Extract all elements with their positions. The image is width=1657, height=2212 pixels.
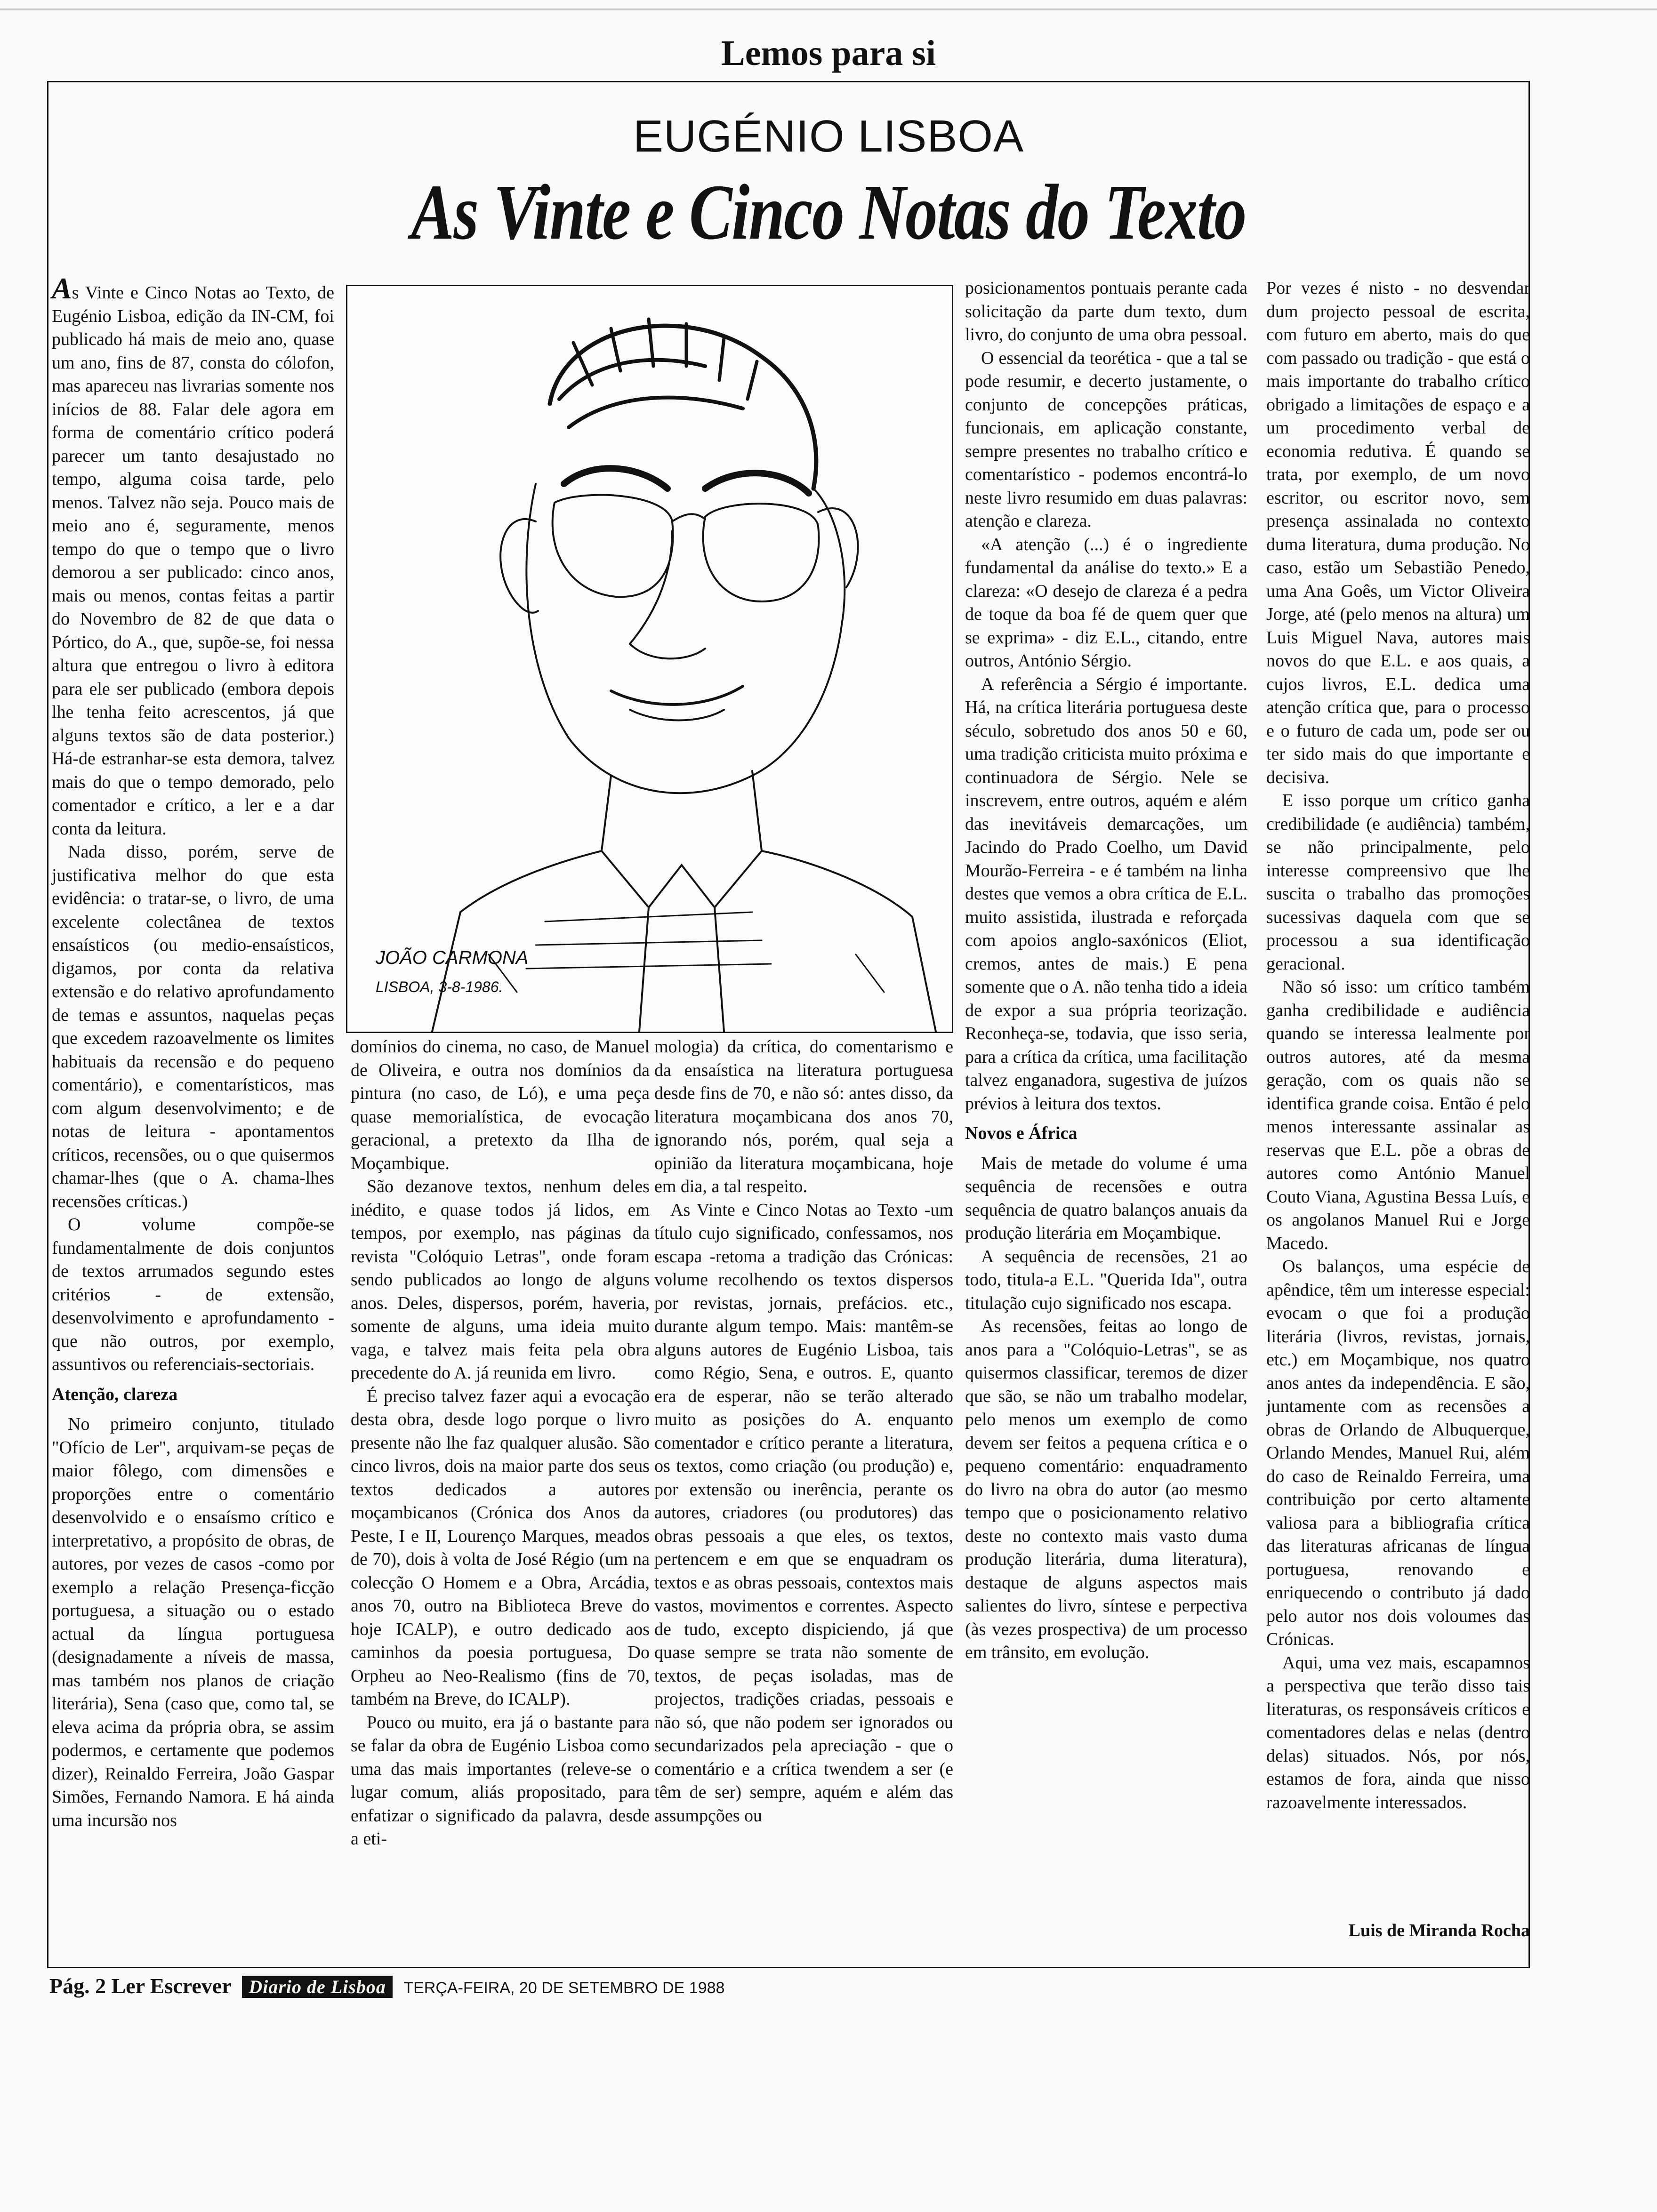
- article-column-1: [52, 272, 334, 1832]
- drop-cap: A: [52, 272, 72, 305]
- paragraph: O volume compõe-se fundamentalmente de dois conjuntos de textos arrumados segundo estes critérios - de extensão, desenvolvimento e aprofundamento - que não outros, por exemplo, assuntivos ou referenciais-sectoriais.: [52, 1215, 334, 1374]
- paragraph: «A atenção (...) é o ingrediente fundamental da análise do texto.» E a clareza: «O desejo de clareza é a pedra de toque da boa fé de quem quer que se exprima» - diz E.L., citando, entre outros, António Sérgio.: [965, 534, 1247, 671]
- paragraph: domínios do cinema, no caso, de Manuel de Oliveira, e outra nos domínios da pintura (no caso, de Ló), e uma peça quase memorialística, de evocação geracional, a pretexto da Ilha de Moçambique.: [351, 1037, 650, 1173]
- paragraph: A sequência de recensões, 21 ao todo, titula-a E.L. "Querida Ida", outra titulação cujo significado nos escapa.: [965, 1246, 1247, 1313]
- article-title: As Vinte e Cinco Notas do Texto: [411, 168, 1246, 256]
- paragraph: Não só isso: um crítico também ganha credibilidade e audiência quando se interessa lealmente por outros autores, até da mesma geração, com os quais não se identifica grande coisa. Então é pelo menos interessante assinalar as reservas que E.L. põe a obras de autores como António Manuel Couto Viana, Agustina Bessa Luís, e os angolanos Manuel Rui e Jorge Macedo.: [1266, 977, 1530, 1253]
- lead-paragraph: [52, 272, 334, 841]
- paragraph: No primeiro conjunto, titulado "Ofício de Ler", arquivam-se peças de maior fôlego, com dimensões e proporções entre o comentário desenvolvido e o ensaísmo crítico e interpretativo, a propósito de obras, de autores, por vezes de casos -como por exemplo a relação Presença-ficção portuguesa, a situação ou o estado actual da língua portuguesa (designadamente a níveis de massa, mas também nos planos de criação literária), Sena (caso que, como tal, se eleva acima da própria obra, se assim podermos, e certamente que podemos dizer), Reinaldo Ferreira, João Gaspar Simões, Fernando Namora. E há ainda uma incursão nos: [52, 1414, 334, 1830]
- issue-date: TERÇA-FEIRA, 20 DE SETEMBRO DE 1988: [403, 1979, 725, 1997]
- byline-container: [1266, 1920, 1530, 1941]
- top-rule: [0, 8, 1657, 10]
- illustration-date: LISBOA, 3-8-1986.: [376, 978, 503, 995]
- paragraph: Os balanços, uma espécie de apêndice, têm um interesse especial: evocam o que foi a produção literária (livros, revistas, jornais, etc.) em Moçambique, nos quatro anos antes da independência. E são, juntamente com as recensões a obras de Orlando de Albuquerque, Orlando Mendes, Manuel Rui, além do caso de Reinaldo Ferreira, uma contribuição por certo altamente valiosa para a bibliografia crítica das literaturas africanas de língua portuguesa, renovando e enriquecendo o contributo já dado pelo autor nos dois voloumes das Crónicas.: [1266, 1257, 1530, 1649]
- caricature-drawing: [347, 286, 952, 1032]
- paragraph: A referência a Sérgio é importante. Há, na crítica literária portuguesa deste século, sobretudo dos anos 50 e 60, uma tradição criticista muito próxima e continuadora de Sérgio. Nele se inscrevem, entre outros, aquém e além das inevitáveis demarcações, um Jacindo do Prado Coelho, um David Mourão-Ferreira - e é também na linha destes que vemos a obra crítica de E.L. muito assistida, ilustrada e reforçada com apoios anglo-saxónicos (Eliot, cremos, antes de mais.) E pena somente que o A. não tenha tido a ideia de expor a sua própria teorização. Reconheça-se, todavia, que isso seria, para a crítica da crítica, uma facilitação talvez enganadora, sugestiva de juízos prévios à leitura dos textos.: [965, 674, 1247, 1114]
- footer-section: Ler Escrever: [111, 1974, 231, 1998]
- article-column-5: [1266, 277, 1530, 1814]
- lead-text: s Vinte e Cinco Notas ao Texto, de Eugénio Lisboa, edição da IN-CM, foi publicado há mais de meio ano, quase um ano, fins de 87, consta do cólofon, mas apareceu nas livrarias somente nos inícios de 88. Falar dele agora em forma de comentário crítico poderá parecer um tanto desajustado no tempo, alguma coisa tarde, pelo menos. Talvez não seja. Pouco mais de meio ano é, seguramente, menos tempo do que o tempo que o livro demorou a ser publicado: cinco anos, mais ou menos, contas feitas a partir do Novembro de 82 de que data o Pórtico, do A., que, supõe-se, foi nessa altura que entregou o livro à editora para ele ser publicado (embora depois lhe tenha feito acrescentos, já que alguns textos são de data posterior.) Há-de estranhar-se esta demora, talvez mais do que o tempo demorado, pelo comentador e crítico, a ler e a dar conta da leitura.: [52, 283, 334, 839]
- paragraph: São dezanove textos, nenhum deles inédito, e quase todos já lidos, em tempos, por exemplo, nas páginas da revista "Colóquio Letras", onde foram sendo publicados ao longo de alguns anos. Deles, dispersos, porém, haveria, somente de alguns, uma ideia muito vaga, e talvez mais feita pela obra precedente do A. já reunida em livro.: [351, 1177, 650, 1383]
- article-column-4: [965, 277, 1247, 1665]
- paragraph: mologia) da crítica, do comentarismo e da ensaística na literatura portuguesa desde fins de 70, e não só: antes disso, da literatura moçambicana dos anos 70, ignorando nós, porém, qual seja a opinião da literatura moçambicana, hoje em dia, a tal respeito.: [654, 1037, 953, 1196]
- paragraph: O essencial da teorética - que a tal se pode resumir, e decerto justamente, o conjunto de concepções práticas, funcionais, em aplicação constante, sempre presentes no trabalho crítico e comentarístico - podemos encontrá-lo neste livro resumido em duas palavras: atenção e clareza.: [965, 348, 1247, 531]
- section-title: Lemos para si: [721, 33, 936, 73]
- author-headline: EUGÉNIO LISBOA: [633, 111, 1024, 161]
- article-column-2: [351, 1035, 650, 1851]
- paragraph: Pouco ou muito, era já o bastante para se falar da obra de Eugénio Lisboa como uma das mais importantes (releve-se o lugar comum, aliás propositado, para enfatizar o significado da palavra, desde a eti-: [351, 1712, 650, 1849]
- article-column-3: [654, 1035, 953, 1827]
- paragraph: E isso porque um crítico ganha credibilidade (e audiência) também, se não principalmente, pelo interesse compreensivo que lhe suscita o trabalho das promoções sucessivas daquela com que se processou a sua identificação geracional.: [1266, 791, 1530, 974]
- subheading: Novos e África: [965, 1123, 1078, 1143]
- paragraph: Por vezes é nisto - no desvendar dum projecto pessoal de escrita, com futuro em aberto, mais do que com passado ou tradição - que está o mais importante do trabalho crítico obrigado a limitações de espaço e a um procedimento verbal de economia redutiva. É quando se trata, por exemplo, de um novo escritor, ou escritor novo, sem presença assinalada no contexto duma literatura, duma produção. No caso, estão um Sebastião Penedo, uma Ana Goês, um Victor Oliveira Jorge, até (pelo menos na altura) um Luis Miguel Nava, autores mais novos do que E.L. e aos quais, a cujos livros, E.L. dedica uma atenção crítica que, para o processo e o futuro de cada um, pode ser ou ter sido mais do que importante e decisiva.: [1266, 278, 1530, 787]
- page-number: Pág. 2: [49, 1974, 106, 1998]
- paragraph: Mais de metade do volume é uma sequência de recensões e outra sequência de quatro balanços anuais da produção literária em Moçambique.: [965, 1153, 1247, 1243]
- byline: Luis de Miranda Rocha: [1348, 1921, 1530, 1940]
- paragraph: As Vinte e Cinco Notas ao Texto -um título cujo significado, confessamos, nos escapa -retoma a tradição das Crónicas: volume recolhendo os textos dispersos por revistas, jornais, prefácios. etc., durante algum tempo. Mais: mantêm-se alguns autores de Eugénio Lisboa, tais como Régio, Sena, e outros. E, quanto era de esperar, não se terão alterado muito as posições do A. enquanto comentador e crítico perante a literatura, os textos, como criação (ou produção) e, por extensão ou inerência, perante os autores, criadores (ou produtores) das obras pessoais a que eles, os textos, pertencem e em que se enquadram os textos e as obras pessoais, contextos mais vastos, movimentos e correntes. Aspecto de tudo, excepto dispiciendo, já que quase sempre se trata não somente de textos, de peças isoladas, mas de projectos, tradições criadas, pessoais e não só, que não podem ser ignorados ou secundarizados pela apreciação - que o comentário e a crítica twendem a ser (e têm de ser) sempre, aquém e além das assumpções ou: [654, 1200, 953, 1826]
- page-footer: [49, 1973, 724, 1998]
- paragraph: Aqui, uma vez mais, escapamnos a perspectiva que terão disso tais literaturas, os responsáveis críticos e comentadores delas e nelas (dentro delas) situados. Nós, por nós, estamos de fora, ainda que nisso razoavelmente interessados.: [1266, 1652, 1530, 1812]
- paragraph: Nada disso, porém, serve de justificativa melhor do que esta evidência: o tratar-se, o livro, de uma excelente colectânea de textos ensaísticos (ou medio-ensaísticos, digamos, por conta da relativa extensão e do relativo aprofundamento de temas e assuntos, naquelas peças que excedem razoavelmente os limites habituais da recensão e do pequeno comentário), e comentarísticos, mas com algum desenvolvimento; e de notas de leitura - apontamentos críticos, recensões, ou o que quisermos chamar-lhes (que o A. chama-lhes recensões críticas.): [52, 842, 334, 1211]
- subheading: Atenção, clareza: [52, 1384, 178, 1404]
- illustration-signature: JOÃO CARMONA: [376, 947, 529, 968]
- paragraph: As recensões, feitas ao longo de anos para a "Colóquio-Letras", se as quisermos classificar, teremos de dizer que são, se não um trabalho modelar, pelo menos um exemplo de como devem ser feitos a pequena crítica e o pequeno comentário: enquadramento do livro na obra do autor (ao mesmo tempo que o posicionamento relativo deste no contexto mais vasto duma produção literária, duma literatura), destaque de alguns aspectos mais salientes do livro, síntese e perpectiva (às vezes prospectiva) de um processo em trânsito, em evolução.: [965, 1316, 1247, 1662]
- paragraph: É preciso talvez fazer aqui a evocação desta obra, desde logo porque o livro presente não lhe faz qualquer alusão. São cinco livros, dois na maior parte dos seus textos dedicados a autores moçambicanos (Crónica dos Anos da Peste, I e II, Lourenço Marques, meados de 70), dois à volta de José Régio (um na colecção O Homem e a Obra, Arcádia, anos 70, outro na Biblioteca Breve do hoje ICALP), e outro dedicado aos caminhos da poesia portuguesa, Do Orpheu ao Neo-Realismo (fins de 70, também na Breve, do ICALP).: [351, 1386, 650, 1709]
- newspaper-logo: Diario de Lisboa: [242, 1976, 393, 1998]
- paragraph: posicionamentos pontuais perante cada solicitação da parte dum texto, dum livro, do conjunto de uma obra pessoal.: [965, 278, 1247, 345]
- caricature-illustration: [346, 285, 953, 1033]
